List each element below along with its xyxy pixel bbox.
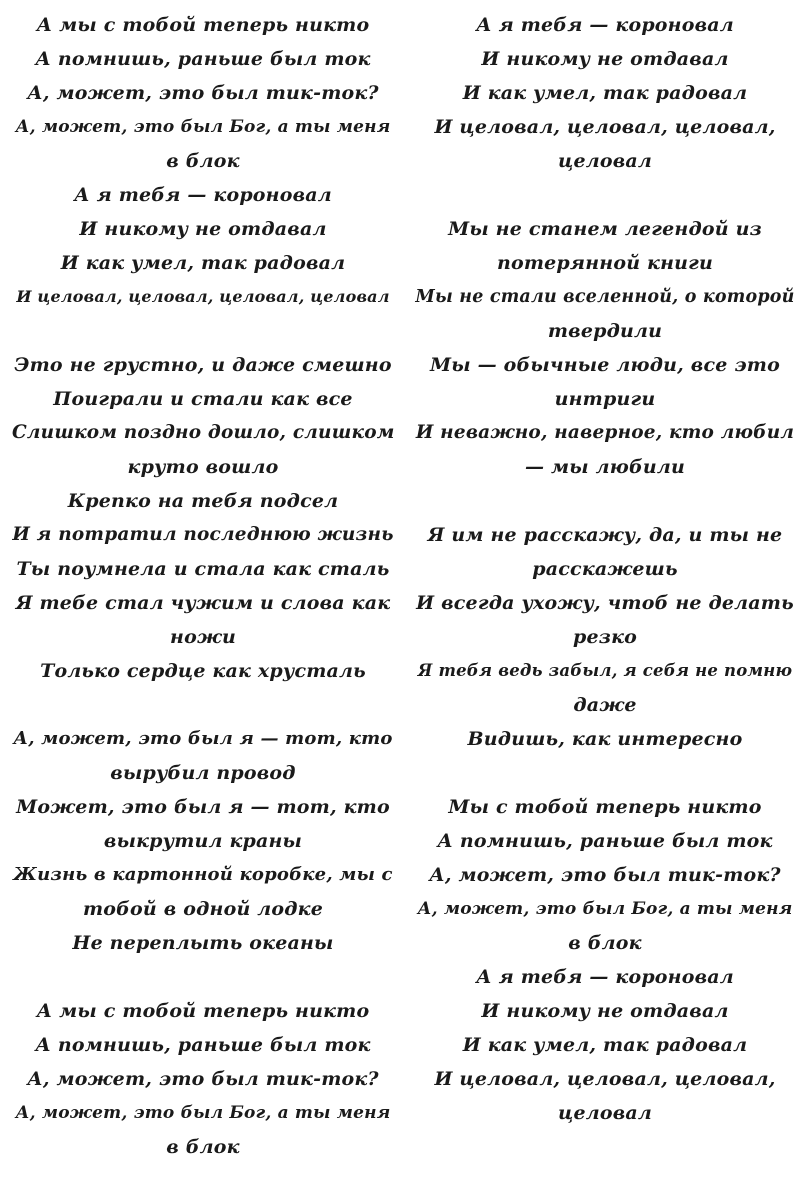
lyric-line: А мы с тобой теперь никто <box>36 14 370 36</box>
stanza-gap <box>414 178 796 212</box>
lyric-line: Мы — обычные люди, все это <box>430 354 780 376</box>
lyric-line: целовал <box>557 150 653 172</box>
lyric-line: А помнишь, раньше был ток <box>35 1034 371 1056</box>
lyric-line: Жизнь в картонной коробке, мы с <box>13 864 393 885</box>
stanza-gap <box>12 688 394 722</box>
lyric-line: целовал <box>557 1102 653 1124</box>
lyric-line: А я тебя — короновал <box>74 184 332 206</box>
lyric-line: Я тебя ведь забыл, я себя не помню <box>417 661 793 680</box>
lyric-line: А, может, это был тик-ток? <box>429 864 781 886</box>
lyric-line: Мы с тобой теперь никто <box>448 796 762 818</box>
lyric-line: Видишь, как интересно <box>467 728 743 750</box>
lyric-line: И как умел, так радовал <box>462 82 748 104</box>
lyric-line: Это не грустно, и даже смешно <box>14 354 392 376</box>
lyric-line: А, может, это был Бог, а ты меня <box>15 117 391 137</box>
lyric-line: И целовал, целовал, целовал, <box>434 116 776 138</box>
lyric-line: ножи <box>170 626 236 648</box>
lyric-line: резко <box>572 626 638 648</box>
lyric-line: вырубил провод <box>110 762 296 784</box>
stanza-gap <box>12 960 394 994</box>
lyric-line: А помнишь, раньше был ток <box>35 48 371 70</box>
stanza-gap <box>414 756 796 790</box>
lyric-line: круто вошло <box>127 456 279 478</box>
lyric-line: Может, это был я — тот, кто <box>16 796 390 818</box>
lyric-line: А, может, это был тик-ток? <box>27 1068 379 1090</box>
lyric-line: в блок <box>568 932 642 954</box>
lyric-line: А мы с тобой теперь никто <box>36 1000 370 1022</box>
lyric-line: И никому не отдавал <box>79 218 327 240</box>
lyric-line: даже <box>573 694 637 716</box>
lyric-line: расскажешь <box>532 558 678 580</box>
lyric-line: И как умел, так радовал <box>60 252 346 274</box>
lyric-line: Только сердце как хрусталь <box>40 660 366 682</box>
lyric-line: интриги <box>554 388 656 410</box>
lyric-line: потерянной книги <box>496 252 714 274</box>
stanza-gap <box>12 314 394 348</box>
lyric-line: — мы любили <box>524 456 686 478</box>
lyric-line: тобой в одной лодке <box>82 898 324 920</box>
lyric-line: А я тебя — короновал <box>476 966 734 988</box>
lyric-line: Ты поумнела и стала как сталь <box>16 558 390 580</box>
lyric-line: И никому не отдавал <box>481 48 729 70</box>
lyric-line: И я потратил последнюю жизнь <box>12 524 394 545</box>
lyric-line: Я тебе стал чужим и слова как <box>15 592 391 614</box>
lyric-line: А помнишь, раньше был ток <box>437 830 773 852</box>
lyric-line: И неважно, наверное, кто любил <box>415 422 795 443</box>
lyric-line: А, может, это был тик-ток? <box>27 82 379 104</box>
lyric-line: Слишком поздно дошло, слишком <box>12 422 395 443</box>
lyric-line: А я тебя — короновал <box>476 14 734 36</box>
lyric-line: в блок <box>166 1136 240 1158</box>
lyric-line: Не переплыть океаны <box>72 932 334 954</box>
lyric-line: А, может, это был я — тот, кто <box>13 728 393 749</box>
stanza-gap <box>414 484 796 518</box>
lyric-line: И как умел, так радовал <box>462 1034 748 1056</box>
lyric-line: Крепко на тебя подсел <box>67 490 339 512</box>
lyrics-column-right <box>400 8 800 1194</box>
lyric-line: А, может, это был Бог, а ты меня <box>417 899 793 919</box>
lyric-line: твердили <box>547 320 663 342</box>
lyric-line: А, может, это был Бог, а ты меня <box>15 1103 391 1123</box>
lyric-line: Мы не станем легендой из <box>448 218 762 240</box>
lyric-line: И никому не отдавал <box>481 1000 729 1022</box>
lyric-line: Я им не расскажу, да, и ты не <box>427 524 783 546</box>
lyric-line: выкрутил краны <box>103 830 303 852</box>
lyric-line: И всегда ухожу, чтоб не делать <box>416 592 794 614</box>
lyrics-column-left <box>0 8 400 1194</box>
lyric-line: в блок <box>166 150 240 172</box>
lyric-line: И целовал, целовал, целовал, целовал <box>16 287 390 306</box>
lyric-line: И целовал, целовал, целовал, <box>434 1068 776 1090</box>
lyric-line: Мы не стали вселенной, о которой <box>415 287 795 307</box>
lyric-line: Поиграли и стали как все <box>53 388 353 410</box>
